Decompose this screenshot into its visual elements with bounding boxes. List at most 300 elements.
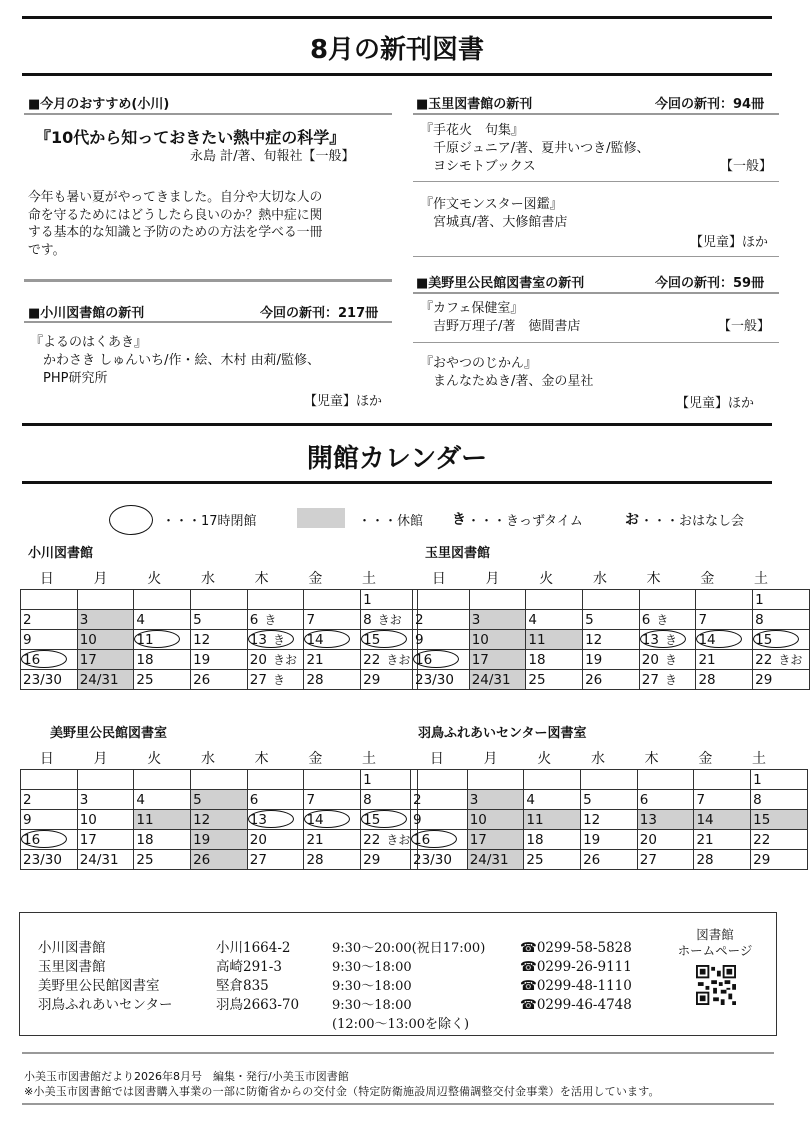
day-number: 5: [193, 611, 202, 628]
calendar-day-cell: [134, 810, 191, 830]
day-number: 8: [755, 611, 764, 628]
calendar-day-cell: [77, 610, 134, 630]
calendar-week-row: [411, 790, 808, 810]
book-line: かわさき しゅんいち/作・絵、木村 由莉/監修、: [30, 353, 321, 368]
calendar-empty-cell: [583, 590, 640, 610]
calendar-empty-cell: [526, 590, 583, 610]
calendar-day-cell: [361, 810, 418, 830]
calendar-day-cell: [361, 610, 418, 630]
day-number: 15: [363, 631, 381, 648]
calendar-week-row: [21, 630, 418, 650]
day-number: 11: [526, 811, 544, 828]
calendar-week-row: [413, 590, 810, 610]
legend-ki-text: ・・・きっずタイム: [467, 514, 583, 529]
calendar-day-cell: [583, 610, 640, 630]
minori-new-count: 今回の新刊：59冊: [655, 276, 765, 291]
calendar-day-cell: [21, 650, 78, 670]
day-number: 1: [755, 591, 764, 608]
calendar-day-cell: [637, 850, 694, 870]
event-mark: きお: [778, 653, 803, 667]
calendar-empty-cell: [413, 590, 470, 610]
weekday-label: 土: [362, 751, 377, 767]
weekday-label: 土: [752, 751, 767, 767]
calendar-day-cell: [637, 830, 694, 850]
calendar-day-cell: [639, 670, 696, 690]
day-number: 3: [471, 611, 481, 628]
calendar-name: 小川図書館: [28, 546, 94, 561]
day-number: 18: [136, 651, 154, 668]
weekday-label: 木: [254, 751, 269, 767]
page-title: 8月の新刊図書: [309, 35, 485, 65]
calendar-day-cell: [694, 810, 751, 830]
calendar-day-cell: [191, 850, 248, 870]
day-number: 23/30: [23, 671, 62, 688]
phone-line: [520, 977, 632, 996]
weekday-label: 土: [754, 571, 769, 587]
day-number: 29: [753, 851, 771, 868]
weekday-label: 月: [485, 571, 500, 587]
ogawa-book1-tag: 【児童】ほか: [304, 394, 383, 409]
day-number: 22: [363, 832, 381, 848]
phone-number[interactable]: 0299-58-5828: [536, 940, 632, 956]
divider: [413, 256, 779, 257]
calendar-day-cell: [581, 850, 638, 870]
day-number: 26: [585, 671, 603, 688]
calendar-day-cell: [134, 850, 191, 870]
calendar-day-cell: [247, 670, 304, 690]
calendar-day-cell: [413, 610, 470, 630]
day-number: 7: [306, 611, 316, 628]
event-mark: き: [656, 613, 669, 627]
weekday-label: 木: [254, 571, 269, 587]
calendar-week-row: [21, 610, 418, 630]
day-number: 5: [193, 791, 202, 808]
calendar-empty-cell: [639, 590, 696, 610]
calendar-week-row: [21, 830, 418, 850]
calendar-week-row: [411, 850, 808, 870]
calendar-empty-cell: [247, 590, 304, 610]
weekday-label: 金: [700, 571, 715, 587]
calendar-empty-cell: [469, 590, 526, 610]
calendar-day-cell: [191, 630, 248, 650]
legend-o-text: ・・・おはなし会: [640, 514, 745, 529]
day-number: 28: [698, 671, 716, 688]
day-number: 11: [136, 811, 154, 828]
calendar-day-cell: [304, 790, 361, 810]
day-number: 18: [136, 831, 154, 848]
calendar-day-cell: [191, 610, 248, 630]
weekday-label: 火: [147, 751, 162, 767]
day-number: 28: [696, 851, 714, 868]
calendar-day-cell: [247, 650, 304, 670]
ogawa-book1: [30, 334, 320, 388]
legend-gray-box: [297, 508, 345, 528]
calendar-empty-cell: [134, 770, 191, 790]
library-name: 玉里図書館: [38, 959, 106, 975]
day-number: 1: [363, 591, 372, 608]
calendar-day-cell: [467, 830, 524, 850]
day-number: 6: [249, 791, 259, 808]
calendar-day-cell: [361, 650, 418, 670]
day-number: 17: [469, 831, 487, 848]
library-hours-note: (12:00～13:00を除く): [332, 1017, 470, 1032]
calendar-day-cell: [751, 770, 808, 790]
day-number: 21: [306, 651, 324, 668]
calendar-day-cell: [21, 810, 78, 830]
calendar-day-cell: [411, 810, 468, 830]
description-line: です。: [28, 242, 66, 258]
calendar-empty-cell: [191, 590, 248, 610]
library-address: 高崎291-3: [216, 959, 282, 975]
day-number: 8: [363, 791, 372, 808]
calendar-grid: [410, 769, 808, 870]
day-number: 19: [583, 831, 601, 848]
calendar-day-cell: [469, 630, 526, 650]
calendar-empty-cell: [581, 770, 638, 790]
day-number: 15: [363, 811, 381, 828]
calendar-day-cell: [694, 830, 751, 850]
event-mark: きお: [386, 833, 411, 847]
day-number: 27: [249, 672, 267, 688]
recommend-heading: ■今月のおすすめ(小川): [28, 97, 170, 112]
minori-book2-tag: 【児童】ほか: [676, 396, 755, 411]
day-number: 21: [696, 831, 714, 848]
day-number: 14: [696, 811, 714, 828]
calendar-day-cell: [247, 850, 304, 870]
calendar-week-row: [413, 630, 810, 650]
calendar-day-cell: [247, 610, 304, 630]
day-number: 20: [249, 652, 267, 668]
calendar-week-row: [21, 670, 418, 690]
weekday-label: 土: [362, 571, 377, 587]
calendar-day-cell: [21, 670, 78, 690]
event-mark: きお: [272, 653, 297, 667]
day-number: 10: [471, 631, 489, 648]
minori-book1: [420, 300, 580, 336]
calendar-day-cell: [21, 630, 78, 650]
calendar-week-row: [413, 670, 810, 690]
day-number: 11: [528, 631, 546, 648]
calendar-day-cell: [134, 830, 191, 850]
legend-o-mark: お: [625, 512, 639, 528]
phone-line: [520, 958, 632, 977]
day-number: 29: [363, 671, 381, 688]
day-number: 3: [79, 791, 89, 808]
calendar-day-cell: [247, 630, 304, 650]
phone-number[interactable]: 0299-48-1110: [536, 978, 632, 994]
tamari-book2-tag: 【児童】ほか: [690, 235, 769, 250]
library-address: 羽鳥2663-70: [216, 997, 300, 1013]
divider: [24, 113, 392, 115]
day-number: 9: [413, 811, 422, 828]
calendar-day-cell: [411, 790, 468, 810]
day-number: 28: [306, 671, 324, 688]
footer-rule-bottom: [22, 1103, 774, 1105]
calendar-day-cell: [751, 790, 808, 810]
day-number: 24/31: [469, 851, 509, 868]
day-number: 23/30: [413, 851, 452, 868]
book-line: 宮城真/著、大修館書店: [420, 215, 568, 230]
calendar-day-cell: [134, 670, 191, 690]
weekday-label: 水: [590, 751, 605, 767]
day-number: 17: [471, 651, 489, 668]
library-hours-line: 9:30～18:00: [332, 960, 412, 975]
description-line: 今年も暑い夏がやってきました。自分や大切な人の: [28, 190, 323, 205]
weekday-label: 日: [431, 571, 446, 587]
homepage-label-line: 図書館: [696, 927, 734, 942]
calendar-day-cell: [191, 790, 248, 810]
calendar-day-cell: [361, 630, 418, 650]
calendar-day-cell: [696, 630, 753, 650]
day-number: 27: [249, 851, 267, 868]
day-number: 23/30: [23, 851, 62, 868]
library-addresses: [216, 939, 299, 1015]
calendar-day-cell: [134, 610, 191, 630]
book-line: 『よるのはくあき』: [30, 335, 148, 350]
divider: [413, 292, 779, 294]
calendar-day-cell: [361, 850, 418, 870]
event-mark: きお: [386, 653, 411, 667]
calendar-empty-cell: [411, 770, 468, 790]
day-number: 2: [413, 791, 422, 808]
calendar-day-cell: [526, 630, 583, 650]
calendar-day-cell: [526, 610, 583, 630]
day-number: 3: [469, 791, 479, 808]
calendar-day-cell: [77, 650, 134, 670]
calendar-day-cell: [581, 790, 638, 810]
calendar-grid: [20, 769, 418, 870]
day-number: 11: [136, 631, 154, 648]
qr-code-icon[interactable]: [696, 965, 736, 1005]
day-number: 19: [193, 831, 211, 848]
day-number: 12: [585, 631, 603, 648]
minori-book1-tag: 【一般】: [718, 319, 771, 334]
calendar-day-cell: [411, 850, 468, 870]
weekday-label: 月: [93, 571, 108, 587]
phone-line: [520, 939, 632, 958]
day-number: 17: [79, 831, 97, 848]
day-number: 7: [696, 791, 706, 808]
day-number: 4: [136, 611, 145, 628]
calendar-empty-cell: [304, 770, 361, 790]
day-number: 10: [79, 631, 97, 648]
day-number: 20: [641, 652, 659, 668]
weekday-label: 月: [93, 751, 108, 767]
library-phones: [520, 939, 632, 1015]
calendar-day-cell: [469, 650, 526, 670]
calendar-day-cell: [583, 670, 640, 690]
calendar-empty-cell: [467, 770, 524, 790]
recommend-description: [28, 189, 322, 259]
day-number: 27: [641, 672, 659, 688]
tamari-new-count: 今回の新刊：94冊: [655, 97, 765, 112]
calendar-week-row: [21, 590, 418, 610]
day-number: 29: [363, 851, 381, 868]
book-line: PHP研究所: [30, 371, 108, 386]
calendar-day-cell: [413, 630, 470, 650]
event-mark: き: [664, 673, 677, 687]
phone-icon: ☎: [520, 940, 537, 956]
calendar-day-cell: [751, 810, 808, 830]
calendar-day-cell: [524, 810, 581, 830]
library-hours-line: 9:30～18:00: [332, 979, 412, 994]
calendar-day-cell: [304, 850, 361, 870]
book-line: 吉野万理子/著 徳間書店: [420, 319, 581, 334]
footer-line1: 小美玉市図書館だより2026年8月号 編集・発行/小美玉市図書館: [24, 1070, 349, 1083]
calendar-day-cell: [77, 630, 134, 650]
calendar-name: 羽鳥ふれあいセンター図書室: [418, 726, 587, 741]
day-number: 13: [249, 632, 267, 648]
day-number: 27: [639, 851, 657, 868]
calendar-day-cell: [361, 770, 418, 790]
weekday-label: 水: [592, 571, 607, 587]
book-line: 千原ジュニア/著、夏井いつき/監修、: [420, 141, 650, 156]
day-number: 26: [193, 851, 211, 868]
tamari-book2: [420, 196, 567, 232]
library-name: 羽鳥ふれあいセンター: [38, 997, 173, 1013]
day-number: 9: [415, 631, 424, 648]
phone-number[interactable]: 0299-26-9111: [536, 959, 632, 975]
calendar-day-cell: [411, 830, 468, 850]
calendar-name: 玉里図書館: [425, 546, 491, 561]
calendar-empty-cell: [134, 590, 191, 610]
phone-number[interactable]: 0299-46-4748: [536, 997, 632, 1013]
book-line: まんなたぬき/著、金の星社: [420, 374, 594, 389]
event-mark: き: [264, 613, 277, 627]
calendar-day-cell: [639, 610, 696, 630]
weekday-label: 金: [308, 751, 323, 767]
weekday-label: 日: [429, 751, 444, 767]
calendar-day-cell: [304, 830, 361, 850]
day-number: 13: [639, 811, 657, 828]
day-number: 2: [23, 611, 32, 628]
book-line: 『作文モンスター図鑑』: [420, 197, 563, 212]
day-number: 22: [363, 652, 381, 668]
calendar-day-cell: [467, 850, 524, 870]
weekday-label: 火: [539, 571, 554, 587]
calendar-day-cell: [304, 630, 361, 650]
day-number: 20: [249, 831, 267, 848]
day-number: 7: [698, 611, 708, 628]
calendar-day-cell: [467, 790, 524, 810]
calendar-week-row: [413, 610, 810, 630]
legend-closed17: ・・・17時閉館: [162, 514, 257, 529]
calendar-day-cell: [134, 650, 191, 670]
day-number: 6: [639, 791, 649, 808]
day-number: 24/31: [79, 671, 119, 688]
footer-line2: ※小美玉市図書館では図書購入事業の一部に防衛省からの交付金（特定防衛施設周辺整備調整交付金事業）を活用しています。: [24, 1085, 660, 1098]
phone-icon: ☎: [520, 978, 537, 994]
library-name: 美野里公民館図書室: [38, 978, 160, 994]
calendar-day-cell: [21, 850, 78, 870]
calendar-day-cell: [581, 830, 638, 850]
day-number: 29: [755, 671, 773, 688]
day-number: 4: [526, 791, 535, 808]
day-number: 2: [415, 611, 424, 628]
calendar-day-cell: [361, 670, 418, 690]
calendar-day-cell: [581, 810, 638, 830]
library-address: 小川1664-2: [216, 940, 291, 956]
calendar-day-cell: [191, 830, 248, 850]
title-rule: [22, 73, 772, 76]
calendar-day-cell: [639, 630, 696, 650]
day-number: 26: [193, 671, 211, 688]
calendar-day-cell: [304, 810, 361, 830]
calendar-empty-cell: [21, 590, 78, 610]
day-number: 22: [755, 652, 773, 668]
weekday-label: 火: [537, 751, 552, 767]
calendar-day-cell: [21, 830, 78, 850]
library-names: [38, 939, 172, 1015]
calendar-week-row: [413, 650, 810, 670]
library-hours-line: 9:30～20:00(祝日17:00): [332, 941, 486, 956]
event-mark: き: [272, 633, 285, 647]
ogawa-new-count: 今回の新刊：217冊: [260, 306, 379, 321]
calendar-day-cell: [696, 610, 753, 630]
book-line: ヨシモトブックス: [420, 159, 536, 174]
day-number: 10: [469, 811, 487, 828]
calendar-day-cell: [583, 650, 640, 670]
calendar-top-rule: [22, 423, 772, 426]
weekday-label: 木: [646, 571, 661, 587]
day-number: 5: [583, 791, 592, 808]
day-number: 19: [585, 651, 603, 668]
calendar-day-cell: [304, 670, 361, 690]
weekday-label: 日: [39, 571, 54, 587]
calendar-day-cell: [21, 610, 78, 630]
day-number: 5: [585, 611, 594, 628]
calendar-day-cell: [524, 790, 581, 810]
weekday-label: 火: [147, 571, 162, 587]
day-number: 23/30: [415, 671, 454, 688]
calendar-title: 開館カレンダー: [306, 444, 488, 474]
library-info-box: [19, 912, 777, 1036]
calendar-empty-cell: [191, 770, 248, 790]
calendar-day-cell: [469, 670, 526, 690]
divider: [413, 113, 779, 115]
calendar-day-cell: [637, 790, 694, 810]
day-number: 24/31: [471, 671, 511, 688]
calendar-day-cell: [753, 670, 810, 690]
day-number: 9: [23, 631, 32, 648]
day-number: 16: [23, 831, 41, 848]
day-number: 15: [753, 811, 771, 828]
calendar-empty-cell: [77, 770, 134, 790]
day-number: 2: [23, 791, 32, 808]
book-title: 『10代から知っておきたい熱中症の科学』: [35, 128, 346, 147]
day-number: 21: [306, 831, 324, 848]
day-number: 16: [413, 831, 431, 848]
calendar-grid: [20, 589, 418, 690]
day-number: 12: [583, 811, 601, 828]
day-number: 17: [79, 651, 97, 668]
calendar-day-cell: [639, 650, 696, 670]
ogawa-new-heading: ■小川図書館の新刊: [28, 306, 145, 321]
calendar-day-cell: [753, 610, 810, 630]
legend-ki-mark: き: [452, 512, 466, 528]
book-author: 永島 計/著、旬報社【一般】: [190, 149, 355, 164]
calendar-name: 美野里公民館図書室: [50, 726, 168, 741]
day-number: 22: [753, 831, 771, 848]
top-rule: [22, 16, 772, 19]
calendar-day-cell: [413, 650, 470, 670]
calendar-day-cell: [77, 670, 134, 690]
book-line: 『手花火 句集』: [420, 123, 525, 138]
divider: [24, 279, 392, 282]
day-number: 13: [641, 632, 659, 648]
calendar-day-cell: [304, 650, 361, 670]
day-number: 14: [698, 631, 716, 648]
